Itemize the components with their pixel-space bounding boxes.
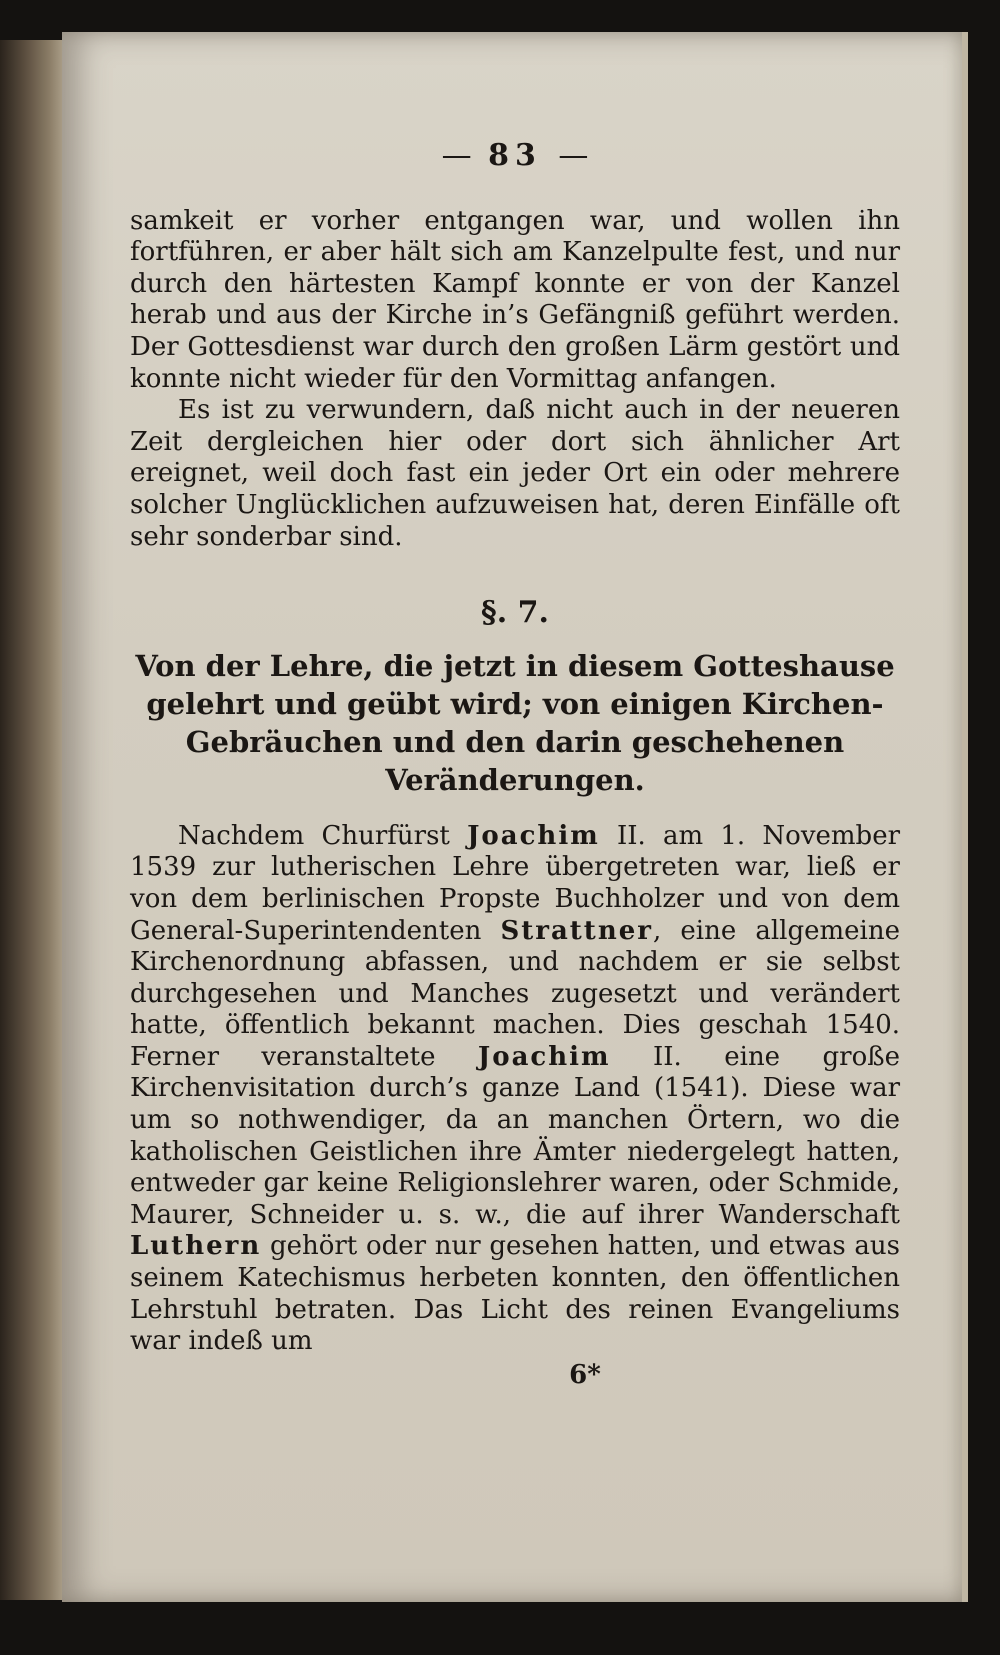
text-run: , eine allgemeine Kirchenordnung abfassen, und nachdem er sie selbst durchgesehen und Manches zugesetzt und verändert hatte, öffentlich bekannt machen. Dies geschah 1540. Ferner veranstaltete <box>130 915 900 1072</box>
name-emphasis: Strattner <box>500 915 653 946</box>
text-run: Nachdem Churfürst <box>178 820 468 851</box>
text-run: II. am 1. November 1539 zur lutherischen Lehre übergetreten war, ließ er von dem berlinischen Propste Buchholzer und von dem General-Superintendenten <box>130 820 901 946</box>
header-dash-left: — <box>441 138 472 173</box>
paragraph-main <box>130 821 900 1358</box>
page-number: 83 <box>488 138 542 173</box>
signature-mark: 6* <box>569 1359 601 1390</box>
name-emphasis: Luthern <box>130 1231 262 1262</box>
name-emphasis: Joachim <box>477 1041 611 1072</box>
paragraph-continued: samkeit er vorher entgangen war, und wollen ihn fortführen, er aber hält sich am Kanzelpulte fest, und nur durch den härtesten Kampf konnte er von der Kanzel herab und aus der Kirche in’s Gefängniß geführt werden. Der Gottesdienst war durch den großen Lärm gestört und konnte nicht wieder für den Vormittag anfangen. <box>130 205 900 394</box>
paragraph: Es ist zu verwundern, daß nicht auch in der neueren Zeit dergleichen hier oder dort sich ähnlicher Art ereignet, weil doch fast ein jeder Ort ein oder mehrere solcher Unglücklichen aufzuweisen hat, deren Einfälle oft sehr sonderbar sind. <box>130 395 900 552</box>
book-page <box>62 32 968 1602</box>
name-emphasis: Joachim <box>467 820 600 851</box>
page-header <box>130 140 900 172</box>
text-run: gehört oder nur gesehen hatten, und etwas aus seinem Katechismus herbeten konnten, den öffentlichen Lehrstuhl betraten. Das Licht des reinen Evangeliums war indeß um <box>130 1231 900 1357</box>
page-text-block <box>130 140 900 1391</box>
book-spine-edge <box>0 40 70 1600</box>
section-heading: Von der Lehre, die jetzt in diesem Gotteshause gelehrt und geübt wird; von einigen Kirchen-Gebräuchen und den darin geschehenen Veränderungen. <box>135 648 895 797</box>
text-run: II. eine große Kirchenvisitation durch’s ganze Land (1541). Diese war um so nothwendiger, da an manchen Örtern, wo die katholischen Geistlichen ihre Ämter niedergelegt hatten, entweder gar keine Religionslehrer waren, oder Schmide, Maurer, Schneider u. s. w., die auf ihrer Wanderschaft <box>130 1041 900 1230</box>
section-mark: §. 7. <box>481 595 549 631</box>
header-dash-right: — <box>558 138 589 173</box>
